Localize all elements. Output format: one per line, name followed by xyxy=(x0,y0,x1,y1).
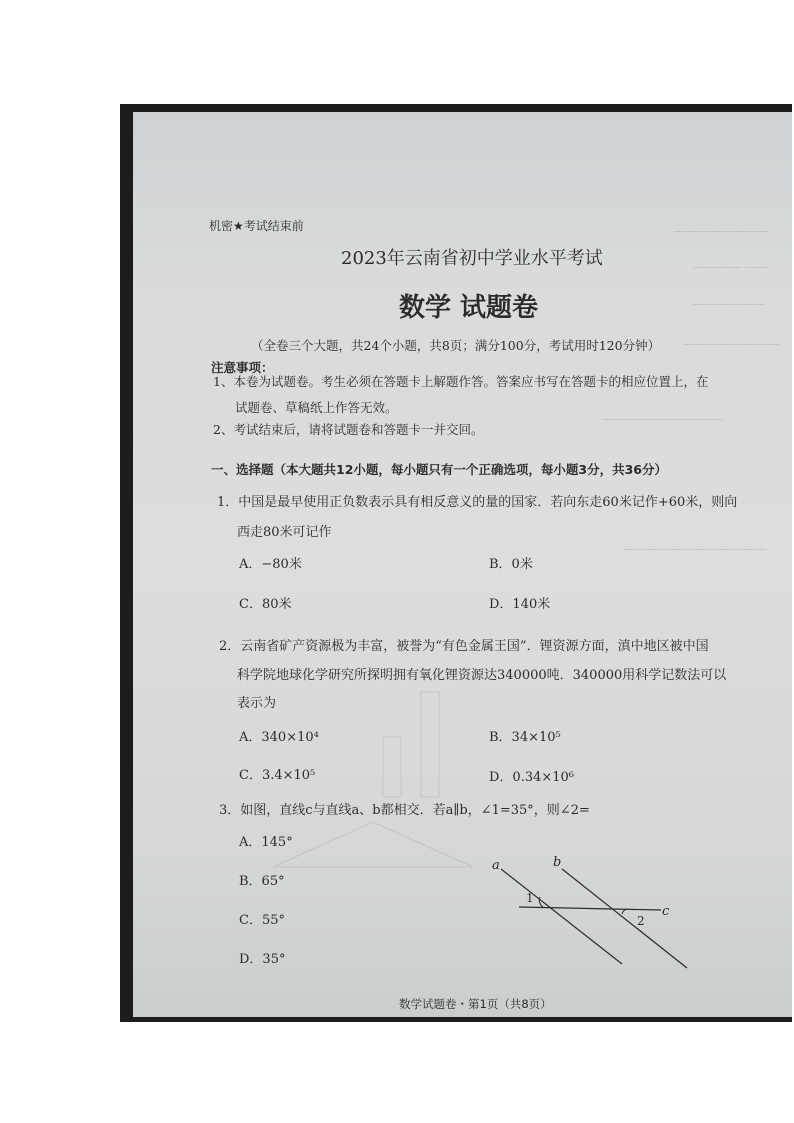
paper-subtitle: 数学 试题卷 xyxy=(399,293,539,323)
answer-option: A．−80米 xyxy=(239,557,302,572)
line-a xyxy=(501,869,622,964)
bleed-through-marks: ———— —— xyxy=(693,260,769,274)
notice-heading: 注意事项： xyxy=(211,360,274,375)
answer-option: B．0米 xyxy=(489,557,533,572)
section-heading: 一、选择题（本大题共12小题，每小题只有一个正确选项，每小题3分，共36分） xyxy=(211,462,667,477)
answer-option: D．35° xyxy=(239,952,286,967)
bleed-through-marks: —————— xyxy=(693,297,765,311)
bleed-through-shape xyxy=(263,812,483,882)
label-a: a xyxy=(492,858,500,873)
answer-option: C．55° xyxy=(239,913,285,928)
notice-item: 2、考试结束后，请将试题卷和答题卡一并交回。 xyxy=(213,422,484,437)
bleed-through-marks: —————————— xyxy=(603,412,723,426)
label-b: b xyxy=(553,855,562,870)
exam-paper xyxy=(133,112,792,1017)
answer-option: B．65° xyxy=(239,874,285,889)
secret-label: 机密★考试结束前 xyxy=(209,219,304,233)
page-footer: 数学试题卷・第1页（共8页） xyxy=(399,997,552,1011)
parallel-lines-figure xyxy=(483,852,693,987)
question-stem: 西走80米可记作 xyxy=(237,525,332,540)
bleed-through-marks: ———————— xyxy=(673,224,769,238)
exam-info: （全卷三个大题，共24个小题，共8页；满分100分，考试用时120分钟） xyxy=(251,338,661,353)
notice-item: 1、本卷为试题卷。考生必须在答题卡上解题作答。答案应书写在答题卡的相应位置上，在 xyxy=(213,374,709,389)
question-stem: 科学院地球化学研究所探明拥有氧化锂资源达340000吨．340000用科学记数法可以 xyxy=(237,668,727,683)
answer-option: D．0.34×10⁶ xyxy=(489,770,575,785)
question-stem: 表示为 xyxy=(237,696,277,711)
question-stem: 3．如图，直线c与直线a、b都相交．若a∥b，∠1=35°，则∠2= xyxy=(219,803,590,818)
label-angle-2: 2 xyxy=(637,914,645,928)
answer-option: A．340×10⁴ xyxy=(239,730,319,745)
answer-option: B．34×10⁵ xyxy=(489,730,561,745)
answer-option: A．145° xyxy=(239,835,293,850)
answer-option: D．140米 xyxy=(489,597,551,612)
line-c xyxy=(519,907,661,910)
label-c: c xyxy=(662,904,670,919)
label-angle-1: 1 xyxy=(526,891,534,905)
bleed-through-shape xyxy=(373,687,473,807)
exam-title: 2023年云南省初中学业水平考试 xyxy=(341,248,603,269)
answer-option: C．3.4×10⁵ xyxy=(239,768,316,783)
notice-item: 试题卷、草稿纸上作答无效。 xyxy=(235,400,398,415)
question-stem: 2．云南省矿产资源极为丰富，被誉为“有色金属王国”．锂资源方面，滇中地区被中国 xyxy=(219,639,709,654)
question-stem: 1．中国是最早使用正负数表示具有相反意义的量的国家．若向东走60米记作+60米，则向 xyxy=(217,495,738,510)
bleed-through-marks: ———————————— xyxy=(623,542,767,556)
answer-option: C．80米 xyxy=(239,597,292,612)
bleed-through-marks: ———————— xyxy=(683,337,779,351)
